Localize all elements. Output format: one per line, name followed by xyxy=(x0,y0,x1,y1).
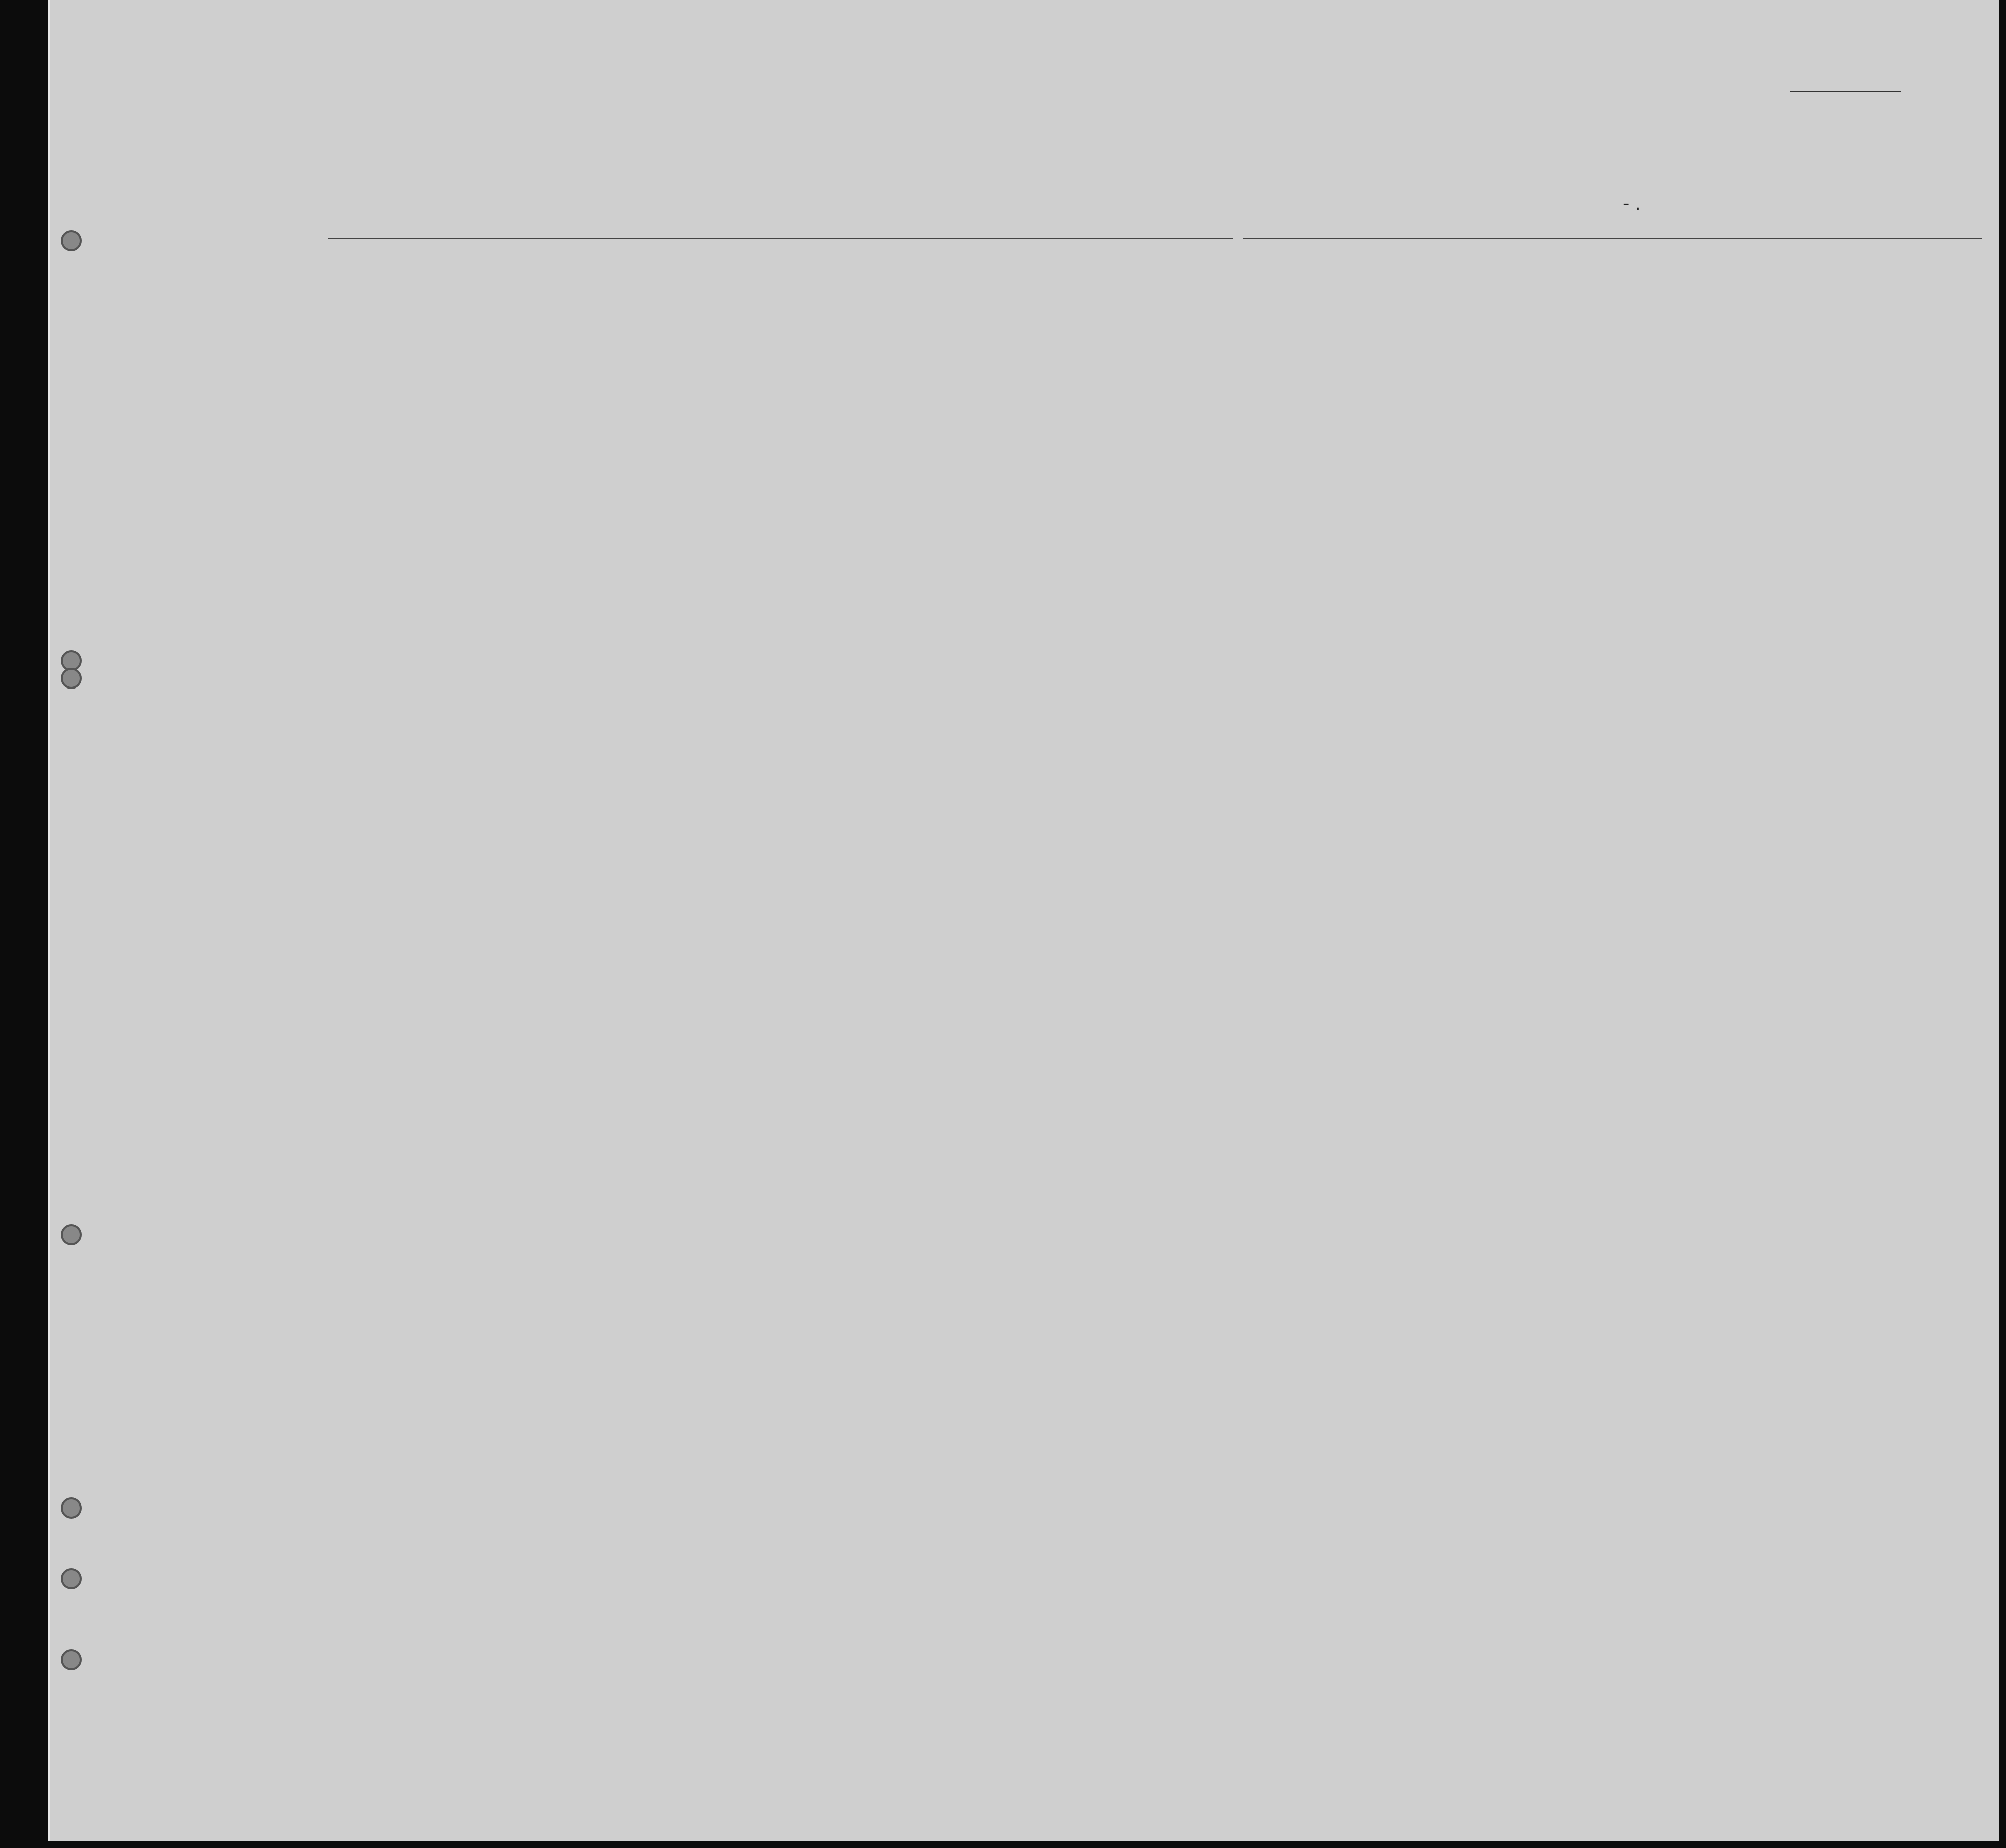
manifest-sheet xyxy=(48,0,1999,1841)
binder-hole xyxy=(61,1649,82,1670)
binder-hole xyxy=(61,668,82,689)
binder-hole xyxy=(61,1497,82,1519)
table-grid xyxy=(50,0,1999,1841)
tick-mark: - . xyxy=(1623,192,1641,214)
binder-hole xyxy=(61,1224,82,1245)
binder-hole xyxy=(61,230,82,251)
binder-hole xyxy=(61,1568,82,1589)
